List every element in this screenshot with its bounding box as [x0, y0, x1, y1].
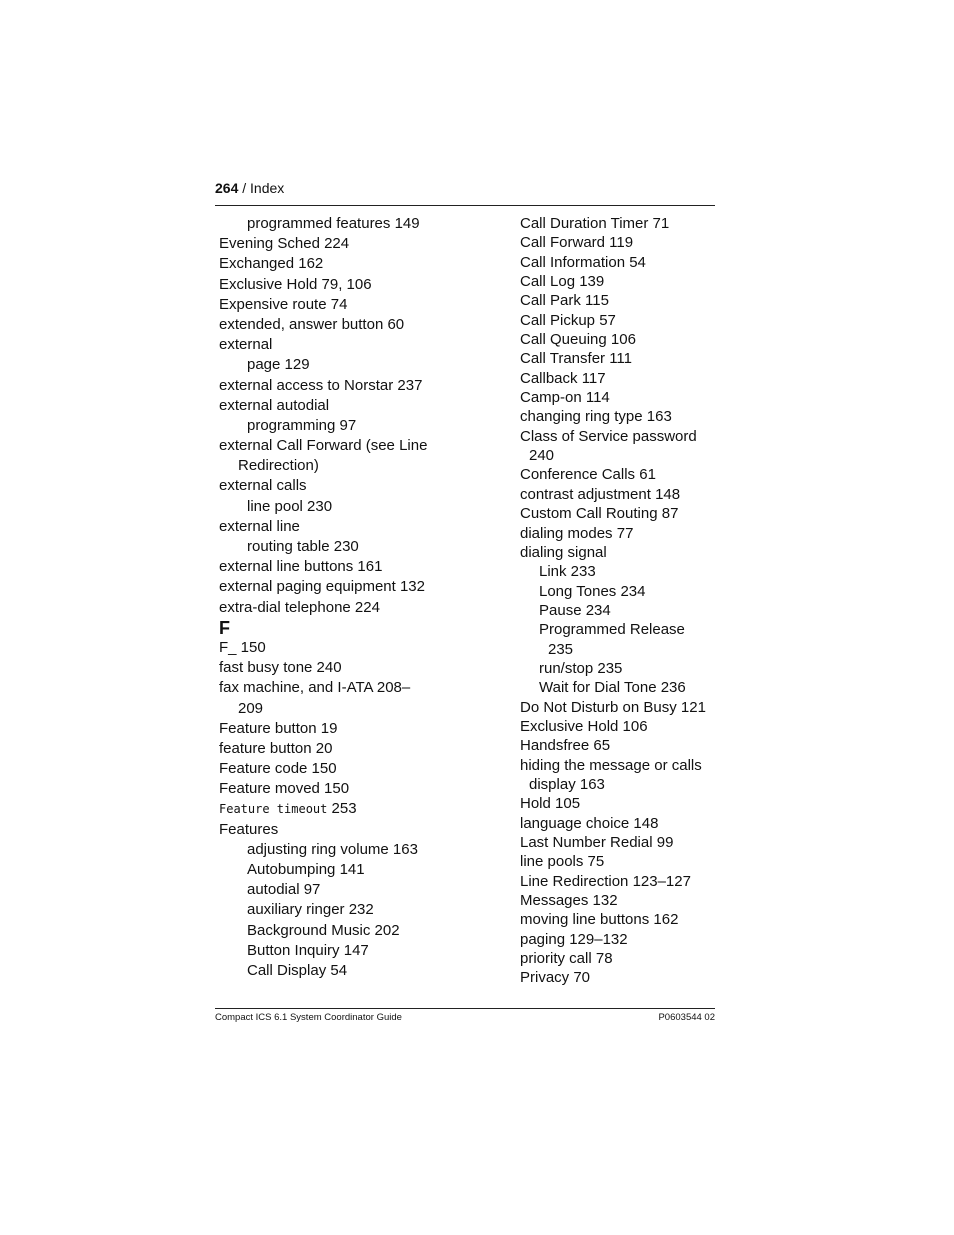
index-entry: Last Number Redial 99 [520, 834, 674, 851]
index-entry: Hold 105 [520, 795, 581, 813]
index-column-right [520, 214, 720, 988]
display-text: Feature timeout [219, 802, 328, 817]
index-entry: paging 129–132 [520, 930, 628, 948]
footer-doc-number: P0603544 02 [658, 1012, 715, 1023]
footer-rule [215, 1008, 715, 1009]
index-entry: Redirection) [238, 457, 319, 475]
index-entry: auxiliary ringer 232 [247, 901, 374, 919]
index-entry: Call Display 54 [247, 961, 348, 979]
index-entry: priority call 78 [520, 950, 613, 968]
index-entry: 240 [529, 447, 555, 465]
index-entry: hiding the message or calls [520, 756, 702, 774]
index-entry: Feature code 150 [219, 760, 337, 778]
index-entry: Exchanged 162 [219, 255, 324, 273]
index-entry: line pools 75 [520, 853, 605, 871]
page-ref: 253 [327, 800, 357, 818]
index-entry: Call Transfer 111 [520, 350, 632, 368]
index-entry: 235 [548, 640, 574, 658]
index-entry: Custom Call Routing 87 [520, 505, 679, 523]
index-entry: external access to Norstar 237 [219, 376, 423, 394]
footer-title: Compact ICS 6.1 System Coordinator Guide [215, 1012, 402, 1023]
index-entry: Messages 132 [520, 892, 618, 910]
index-entry: Do Not Disturb on Busy 121 [520, 698, 706, 716]
index-entry: extended, answer button 60 [219, 315, 405, 333]
page-number: 264 [215, 180, 239, 196]
index-entry: Background Music 202 [247, 921, 400, 939]
index-entry: Autobumping 141 [247, 861, 365, 878]
index-entry: run/stop 235 [539, 659, 623, 677]
index-entry: Link 233 [539, 563, 596, 581]
index-entry: Call Queuing 106 [520, 331, 636, 349]
index-entry: Feature button 19 [219, 719, 338, 737]
index-entry: fast busy tone 240 [219, 659, 342, 677]
index-entry: Features [219, 820, 279, 838]
index-entry: Camp-on 114 [520, 389, 610, 407]
index-entry: Class of Service password [520, 427, 697, 445]
index-entry: external paging equipment 132 [219, 578, 425, 596]
index-entry: language choice 148 [520, 814, 659, 832]
index-entry: Exclusive Hold 106 [520, 717, 648, 735]
index-entry: fax machine, and I-ATA 208– [219, 679, 411, 697]
index-entry: autodial 97 [247, 881, 321, 899]
index-entry: Call Log 139 [520, 273, 605, 291]
index-entry: Pause 234 [539, 601, 611, 619]
index-entry: Callback 117 [520, 369, 606, 387]
index-entry: dialing modes 77 [520, 524, 634, 542]
index-entry: routing table 230 [247, 538, 359, 555]
index-entry: moving line buttons 162 [520, 911, 679, 929]
index-entry: Handsfree 65 [520, 737, 611, 755]
section-title: / Index [242, 180, 285, 196]
index-entry: external [219, 336, 273, 354]
index-entry: programmed features 149 [247, 215, 420, 232]
index-section-letter: F [219, 617, 230, 638]
index-entry: external Call Forward (see Line [219, 437, 428, 455]
index-entry: external autodial [219, 396, 330, 414]
index-entry: programming 97 [247, 416, 357, 434]
index-column-left [219, 214, 509, 981]
index-entry: Exclusive Hold 79, 106 [219, 275, 372, 293]
index-entry: Line Redirection 123–127 [520, 872, 691, 890]
index-entry: Call Forward 119 [520, 234, 634, 252]
index-entry: Call Park 115 [520, 292, 609, 310]
index-entry: display 163 [529, 775, 605, 793]
index-entry [219, 799, 509, 819]
index-entry: Privacy 70 [520, 969, 591, 987]
index-entry: feature button 20 [219, 739, 333, 757]
index-entry: external calls [219, 477, 307, 495]
index-entry: Feature moved 150 [219, 780, 350, 798]
page-header [215, 180, 715, 196]
index-entry: extra-dial telephone 224 [219, 598, 380, 616]
index-entry: Wait for Dial Tone 236 [539, 679, 686, 697]
index-entry: 209 [238, 699, 264, 717]
index-entry: Long Tones 234 [539, 582, 646, 600]
index-entry: external line buttons 161 [219, 558, 383, 576]
index-entry: Evening Sched 224 [219, 235, 350, 253]
index-entry: page 129 [247, 356, 310, 374]
index-entry: dialing signal [520, 543, 607, 561]
index-entry: adjusting ring volume 163 [247, 840, 418, 858]
index-entry: Call Duration Timer 71 [520, 215, 670, 232]
index-entry: Conference Calls 61 [520, 466, 656, 484]
index-entry: Programmed Release [539, 621, 685, 639]
index-entry: line pool 230 [247, 497, 333, 515]
index-entry: Button Inquiry 147 [247, 941, 369, 959]
index-entry: external line [219, 517, 300, 535]
header-rule [215, 205, 715, 206]
index-entry: Expensive route 74 [219, 295, 348, 313]
index-entry: Call Information 54 [520, 253, 646, 271]
index-entry: F_ 150 [219, 638, 266, 656]
index-entry: Call Pickup 57 [520, 311, 616, 329]
index-entry: contrast adjustment 148 [520, 485, 681, 503]
index-entry: changing ring type 163 [520, 408, 672, 426]
